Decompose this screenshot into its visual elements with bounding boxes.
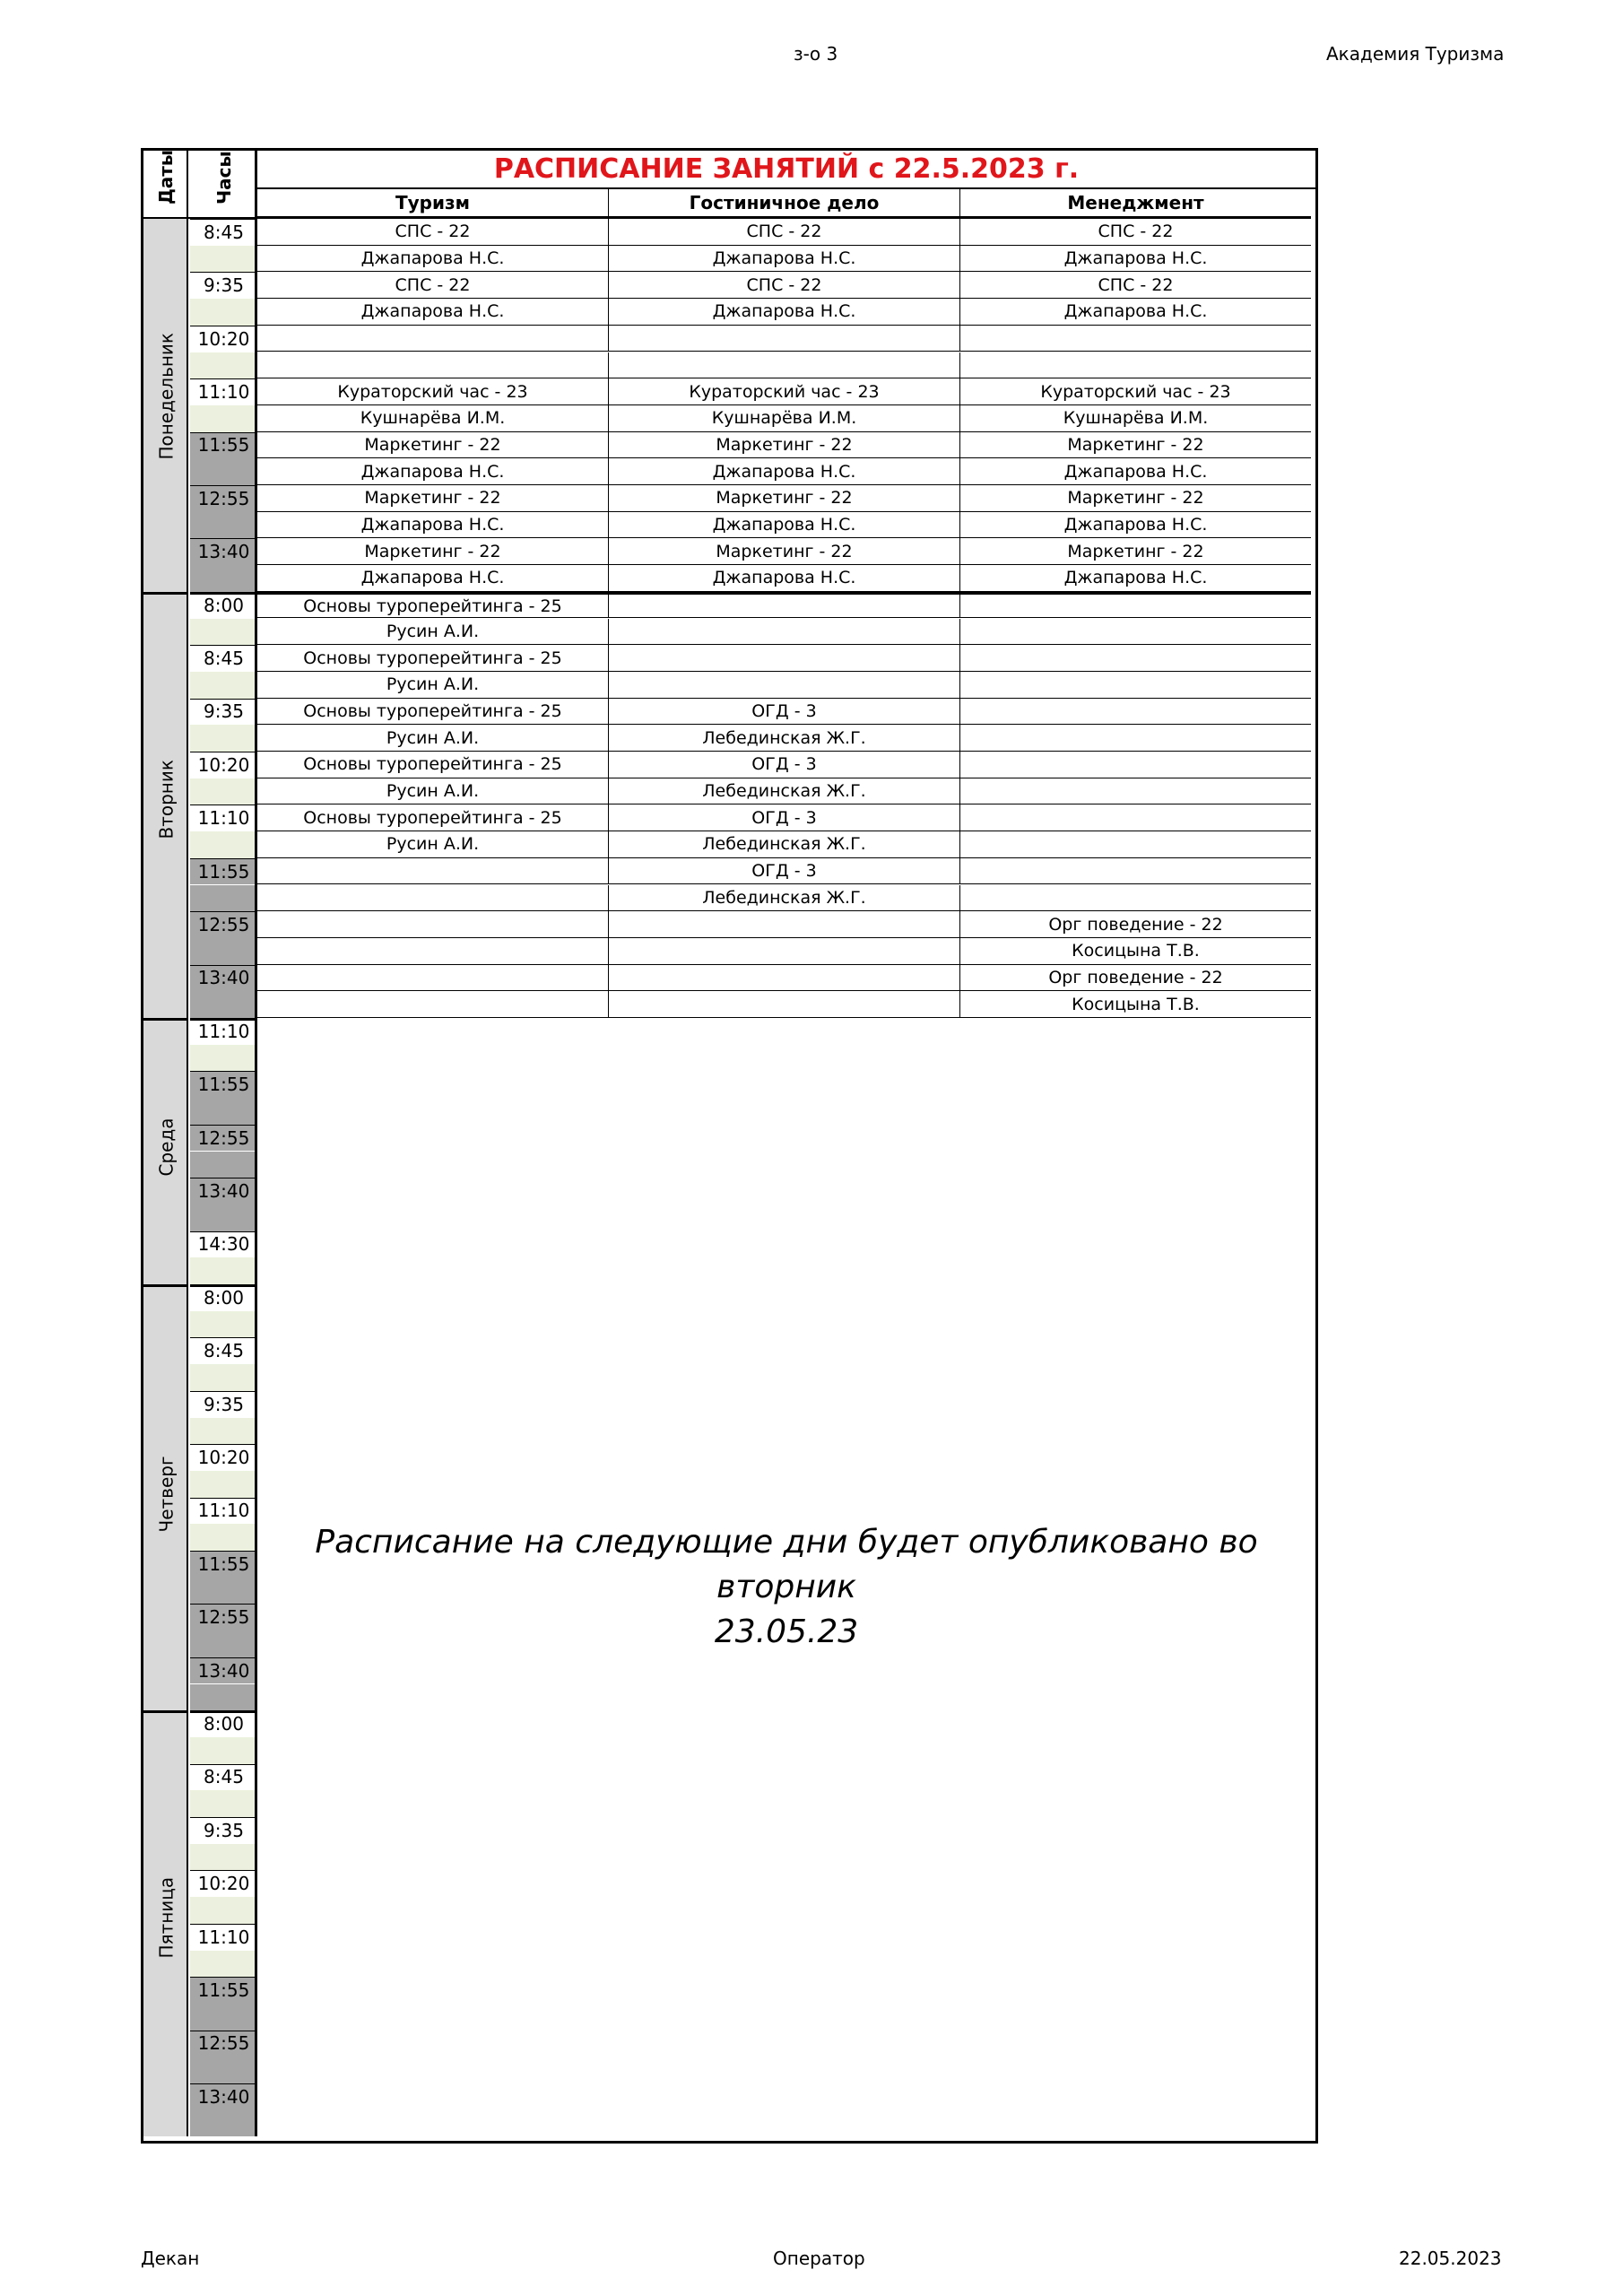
time-slot-lower [190,2057,257,2083]
schedule-cell [960,592,1311,619]
announcement [257,1520,1315,1655]
time-slot-lower [190,1311,257,1338]
schedule-cell: СПС - 22 [609,272,960,299]
announcement-line2: 23.05.23 [714,1613,859,1650]
day-name: Вторник [155,760,177,839]
time-slot-lower [190,352,257,379]
time-label: 10:20 [197,1447,250,1469]
schedule-cell [960,645,1311,672]
time-label: 10:20 [197,753,250,776]
schedule-cell: Кураторский час - 23 [609,378,960,405]
time-label: 11:55 [197,1552,250,1575]
hours-divider [255,219,257,2136]
time-label: 12:55 [197,1606,250,1629]
schedule-cell: Джапарова Н.С. [257,512,609,539]
time-slot-lower [190,938,257,965]
day-name: Среда [155,1117,177,1176]
schedule-cell: Орг поведение - 22 [960,911,1311,938]
schedule-table [141,148,1318,2144]
schedule-cell: СПС - 22 [257,272,609,299]
time-slot-lower [190,1578,257,1605]
time-slot-lower [190,1418,257,1445]
time-label: 8:00 [204,1286,244,1309]
schedule-cell: Джапарова Н.С. [257,246,609,273]
time-label: 11:10 [197,1020,250,1042]
schedule-cell [257,938,609,965]
schedule-cell: Орг поведение - 22 [960,965,1311,992]
schedule-cell: Джапарова Н.С. [609,246,960,273]
time-label: 11:55 [197,1074,250,1096]
schedule-cell: Основы туроперейтинга - 25 [257,804,609,831]
time-slot-lower [190,672,257,699]
time-slot-lower [190,1364,257,1391]
column-header: Гостиничное дело [609,189,960,219]
schedule-cell: Русин А.И. [257,619,609,646]
time-slot-lower [190,405,257,432]
schedule-cell [960,352,1311,379]
time-slot-lower [190,1152,257,1178]
schedule-cell [960,804,1311,831]
schedule-cell [960,725,1311,752]
schedule-cell [609,672,960,699]
time-label: 10:20 [197,1873,250,1895]
time-label: 8:45 [204,1340,244,1362]
time-label: 11:55 [197,860,250,883]
schedule-cell: Джапарова Н.С. [960,512,1311,539]
schedule-cell: Маркетинг - 22 [960,485,1311,512]
time-slot-lower [190,2110,257,2137]
time-label: 11:10 [197,1500,250,1522]
time-label: 8:00 [204,594,244,616]
time-slot-lower [190,831,257,858]
time-label: 10:20 [197,327,250,350]
time-label: 13:40 [197,1659,250,1682]
schedule-cell: Маркетинг - 22 [609,432,960,459]
time-slot-lower [190,1045,257,1072]
schedule-cell: Джапарова Н.С. [257,565,609,592]
time-slot-lower [190,1098,257,1125]
time-slot-lower [190,1684,257,1711]
schedule-cell: ОГД - 3 [609,804,960,831]
time-label: 13:40 [197,1180,250,1203]
schedule-cell: СПС - 22 [609,219,960,246]
time-label: 9:35 [204,1393,244,1415]
schedule-cell: Джапарова Н.С. [609,512,960,539]
time-slot-lower [190,1844,257,1871]
time-slot-lower [190,1737,257,1764]
schedule-cell [960,885,1311,912]
time-label: 9:35 [204,700,244,723]
time-label: 12:55 [197,487,250,509]
schedule-cell: Кураторский час - 23 [257,378,609,405]
time-slot-lower [190,1205,257,1231]
schedule-cell [257,991,609,1018]
schedule-cell: Основы туроперейтинга - 25 [257,752,609,778]
time-label: 8:00 [204,1713,244,1735]
time-slot-lower [190,458,257,485]
time-label: 11:10 [197,381,250,404]
schedule-cell: СПС - 22 [960,272,1311,299]
schedule-cell: ОГД - 3 [609,752,960,778]
schedule-cell: Джапарова Н.С. [257,458,609,485]
schedule-cell: Лебединская Ж.Г. [609,778,960,805]
time-slot-lower [190,1631,257,1657]
schedule-title: РАСПИСАНИЕ ЗАНЯТИЙ с 22.5.2023 г. [257,151,1315,189]
schedule-cell: Джапарова Н.С. [609,565,960,592]
schedule-cell [257,352,609,379]
dates-header-label: Даты [155,150,177,204]
hours-header-label: Часы [213,151,235,204]
schedule-cell: ОГД - 3 [609,858,960,885]
schedule-cell [960,778,1311,805]
schedule-cell [960,326,1311,352]
time-slot-lower [190,1471,257,1498]
column-header: Менеджмент [960,189,1311,219]
time-slot-lower [190,778,257,805]
time-label: 12:55 [197,914,250,936]
footer-date: 22.05.2023 [1399,2248,1502,2269]
schedule-cell [960,831,1311,858]
time-label: 11:55 [197,1979,250,2002]
schedule-cell: Лебединская Ж.Г. [609,725,960,752]
time-slot-lower [190,1951,257,1978]
time-label: 11:10 [197,807,250,830]
schedule-cell [609,991,960,1018]
schedule-cell [609,938,960,965]
schedule-cell: Косицына Т.В. [960,991,1311,1018]
schedule-cell [257,885,609,912]
schedule-cell: Русин А.И. [257,778,609,805]
schedule-cell: Кушнарёва И.М. [257,405,609,432]
schedule-cell [960,752,1311,778]
time-slot-lower [190,1790,257,1817]
schedule-cell: СПС - 22 [960,219,1311,246]
schedule-cell: Кушнарёва И.М. [960,405,1311,432]
time-label: 13:40 [197,541,250,563]
schedule-cell [609,911,960,938]
schedule-cell: Основы туроперейтинга - 25 [257,592,609,619]
schedule-cell: Маркетинг - 22 [960,538,1311,565]
time-slot-lower [190,512,257,539]
schedule-cell: Джапарова Н.С. [609,299,960,326]
schedule-cell: Маркетинг - 22 [609,538,960,565]
time-slot-lower [190,991,257,1018]
time-slot-lower [190,725,257,752]
schedule-cell [960,672,1311,699]
schedule-cell [609,619,960,646]
time-label: 8:45 [204,221,244,243]
time-label: 8:45 [204,1766,244,1788]
schedule-cell: Основы туроперейтинга - 25 [257,645,609,672]
time-label: 13:40 [197,967,250,989]
time-label: 13:40 [197,2085,250,2108]
time-slot-lower [190,246,257,273]
time-label: 9:35 [204,1819,244,1841]
schedule-cell [609,592,960,619]
time-slot-lower [190,1897,257,1924]
schedule-cell: Лебединская Ж.Г. [609,831,960,858]
time-label: 11:10 [197,1926,250,1948]
schedule-cell: Джапарова Н.С. [609,458,960,485]
schedule-cell [609,326,960,352]
schedule-cell: Маркетинг - 22 [257,485,609,512]
schedule-cell: ОГД - 3 [609,699,960,726]
time-slot-lower [190,565,257,592]
schedule-cell: Лебединская Ж.Г. [609,885,960,912]
schedule-cell: Русин А.И. [257,831,609,858]
schedule-cell: Русин А.И. [257,725,609,752]
time-slot-lower [190,885,257,912]
schedule-cell [257,326,609,352]
schedule-cell [609,645,960,672]
schedule-cell [960,858,1311,885]
time-label: 11:55 [197,434,250,457]
schedule-cell: Джапарова Н.С. [960,565,1311,592]
schedule-cell: Кураторский час - 23 [960,378,1311,405]
schedule-cell: Кушнарёва И.М. [609,405,960,432]
time-slot-lower [190,2004,257,2031]
column-header: Туризм [257,189,609,219]
schedule-cell [960,619,1311,646]
day-name: Пятница [155,1876,177,1959]
schedule-cell: Маркетинг - 22 [609,485,960,512]
schedule-cell: Маркетинг - 22 [257,538,609,565]
time-slot-lower [190,1524,257,1551]
schedule-cell [960,699,1311,726]
footer-dean: Декан [141,2248,200,2269]
schedule-cell: Джапарова Н.С. [960,299,1311,326]
time-label: 12:55 [197,1126,250,1149]
footer-operator: Оператор [773,2248,865,2269]
page-number: з-о 3 [794,43,838,65]
time-slot-lower [190,619,257,646]
time-label: 12:55 [197,2032,250,2055]
schedule-cell: Русин А.И. [257,672,609,699]
schedule-cell: Джапарова Н.С. [257,299,609,326]
schedule-cell: Джапарова Н.С. [960,458,1311,485]
schedule-cell: Маркетинг - 22 [960,432,1311,459]
schedule-cell: Маркетинг - 22 [257,432,609,459]
schedule-cell: Основы туроперейтинга - 25 [257,699,609,726]
day-name: Четверг [155,1456,177,1533]
schedule-cell: Косицына Т.В. [960,938,1311,965]
day-name: Понедельник [155,332,177,460]
schedule-cell [609,965,960,992]
schedule-cell: СПС - 22 [257,219,609,246]
schedule-cell [257,965,609,992]
time-label: 9:35 [204,274,244,297]
time-slot-lower [190,1257,257,1284]
schedule-cell [257,911,609,938]
schedule-cell [257,858,609,885]
time-slot-lower [190,299,257,326]
organization-name: Академия Туризма [1326,43,1505,65]
time-label: 14:30 [197,1233,250,1256]
schedule-cell: Джапарова Н.С. [960,246,1311,273]
announcement-line1: Расписание на следующие дни будет опубликовано во вторник [315,1524,1258,1605]
time-label: 8:45 [204,648,244,670]
schedule-cell [609,352,960,379]
